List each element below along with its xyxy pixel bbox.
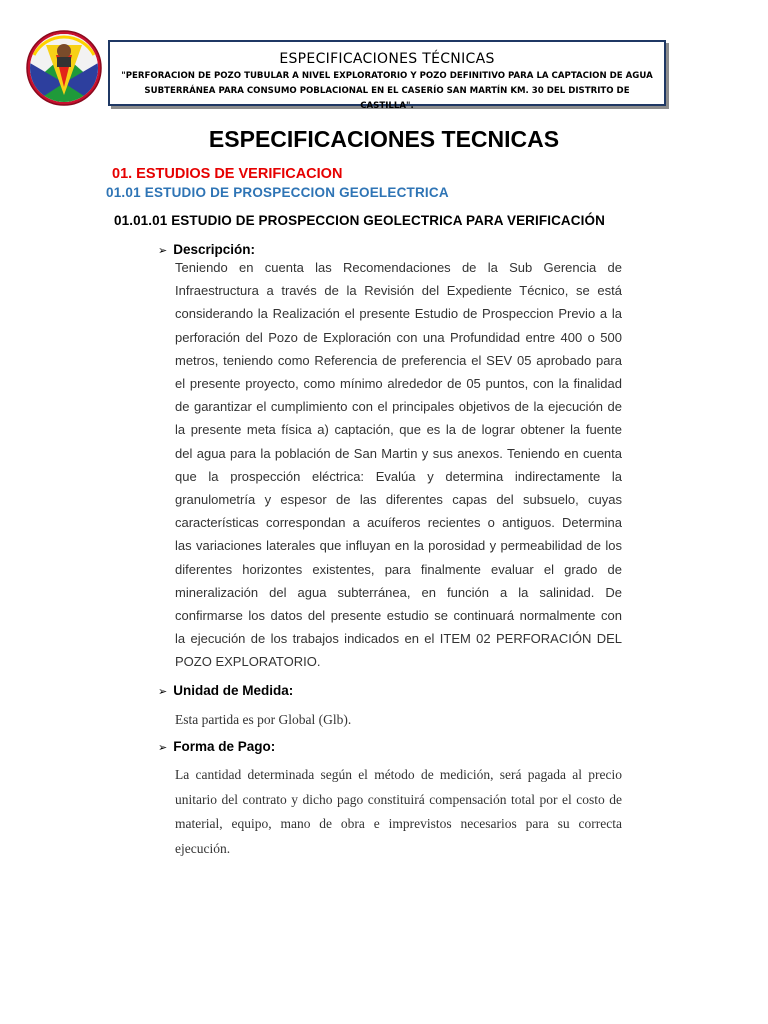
paragraph-line: unitario del contrato y dicho pago constituirá compensación total por el costo de <box>175 791 622 807</box>
section-heading: 01. ESTUDIOS DE VERIFICACION <box>112 166 343 182</box>
municipality-seal-icon <box>26 25 102 111</box>
unidad-paragraph <box>175 708 622 733</box>
paragraph-line: La cantidad determinada según el método de medición, será pagada al precio <box>175 767 622 782</box>
header-subtitle-line: SUBTERRÁNEA PARA CONSUMO POBLACIONAL EN EL CASERÍO SAN MARTÍN KM. 30 DEL DISTRITO DE CASTILLA". <box>144 86 630 111</box>
paragraph-line: metros, teniendo como Referencia de preferencia el SEV 05 aprobado para <box>175 352 622 368</box>
arrow-bullet-icon: ➢ <box>158 741 168 754</box>
paragraph-line: la presente meta física a) captación, que es la de lograr obtener la fuente <box>175 422 622 438</box>
paragraph-line: POZO EXPLORATORIO. <box>175 654 321 670</box>
header-title: ESPECIFICACIONES TÉCNICAS <box>279 51 495 67</box>
paragraph-line: que la prospección eléctrica: Evalúa y determina indirectamente la <box>175 468 622 484</box>
header-subtitle-line: "PERFORACION DE POZO TUBULAR A NIVEL EXPLORATORIO Y POZO DEFINITIVO PARA LA CAPTACION DE AGUA <box>121 71 653 81</box>
paragraph-line: granulometría y espesor de las diferentes capas del subsuelo, cuyas <box>175 492 622 508</box>
paragraph-line: del agua para la población de San Martin y sus anexos. Teniendo en cuenta <box>175 445 622 461</box>
arrow-bullet-icon: ➢ <box>158 685 168 698</box>
bullet-descripcion <box>158 242 255 257</box>
bullet-label: Unidad de Medida: <box>173 683 294 698</box>
paragraph-line: Teniendo en cuenta las Recomendaciones de la Sub Gerencia de <box>175 260 622 275</box>
bullet-pago <box>158 739 275 754</box>
paragraph-line: confirmarse los datos del presente estudio se continuará normalmente con <box>175 608 622 624</box>
paragraph-line: perforación del Pozo de Exploración con una Profundidad entre 400 o 500 <box>175 329 622 345</box>
paragraph-line: el presente proyecto, como mínimo alrededor de 05 puntos, con la finalidad <box>175 376 622 392</box>
document-header <box>108 40 666 111</box>
paragraph-line: Infraestructura a través de la Revisión del Expediente Técnico, se está <box>175 283 622 299</box>
paragraph-line: las variaciones laterales que influyan en la porosidad y permeabilidad de los <box>175 538 622 554</box>
page-title: ESPECIFICACIONES TECNICAS <box>208 126 560 152</box>
paragraph-line: la ejecución de los trabajos indicados en el ITEM 02 PERFORACIÓN DEL <box>175 631 622 647</box>
arrow-bullet-icon: ➢ <box>158 244 168 257</box>
header-subtitle <box>110 69 664 114</box>
subsection-heading: 01.01 ESTUDIO DE PROSPECCION GEOELECTRICA <box>106 185 449 200</box>
descripcion-paragraph <box>175 256 622 674</box>
paragraph-line: diferentes horizontes existentes, para finalmente evaluar el grado de <box>175 561 622 577</box>
bullet-unidad <box>158 683 293 698</box>
paragraph-line: de garantizar el cumplimiento con el principales objetivos de la ejecución de <box>175 399 622 415</box>
paragraph-line: considerando la Realización el presente Estudio de Prospeccion Previo a la <box>175 306 622 322</box>
paragraph-line: ejecución. <box>175 840 231 856</box>
paragraph-line: Esta partida es por Global (Glb). <box>175 712 352 727</box>
bullet-label: Forma de Pago: <box>173 739 276 754</box>
paragraph-line: características correspondan a acuíferos recientes o antiguos. Determina <box>175 515 622 531</box>
bullet-label: Descripción: <box>173 242 255 257</box>
pago-paragraph <box>175 763 622 861</box>
paragraph-line: mineralización del agua subterránea, en función a la salinidad. De <box>175 584 622 600</box>
item-heading: 01.01.01 ESTUDIO DE PROSPECCION GEOLECTRICA PARA VERIFICACIÓN <box>114 213 605 228</box>
paragraph-line: material, equipo, mano de obra e imprevistos necesarios para su correcta <box>175 816 622 831</box>
